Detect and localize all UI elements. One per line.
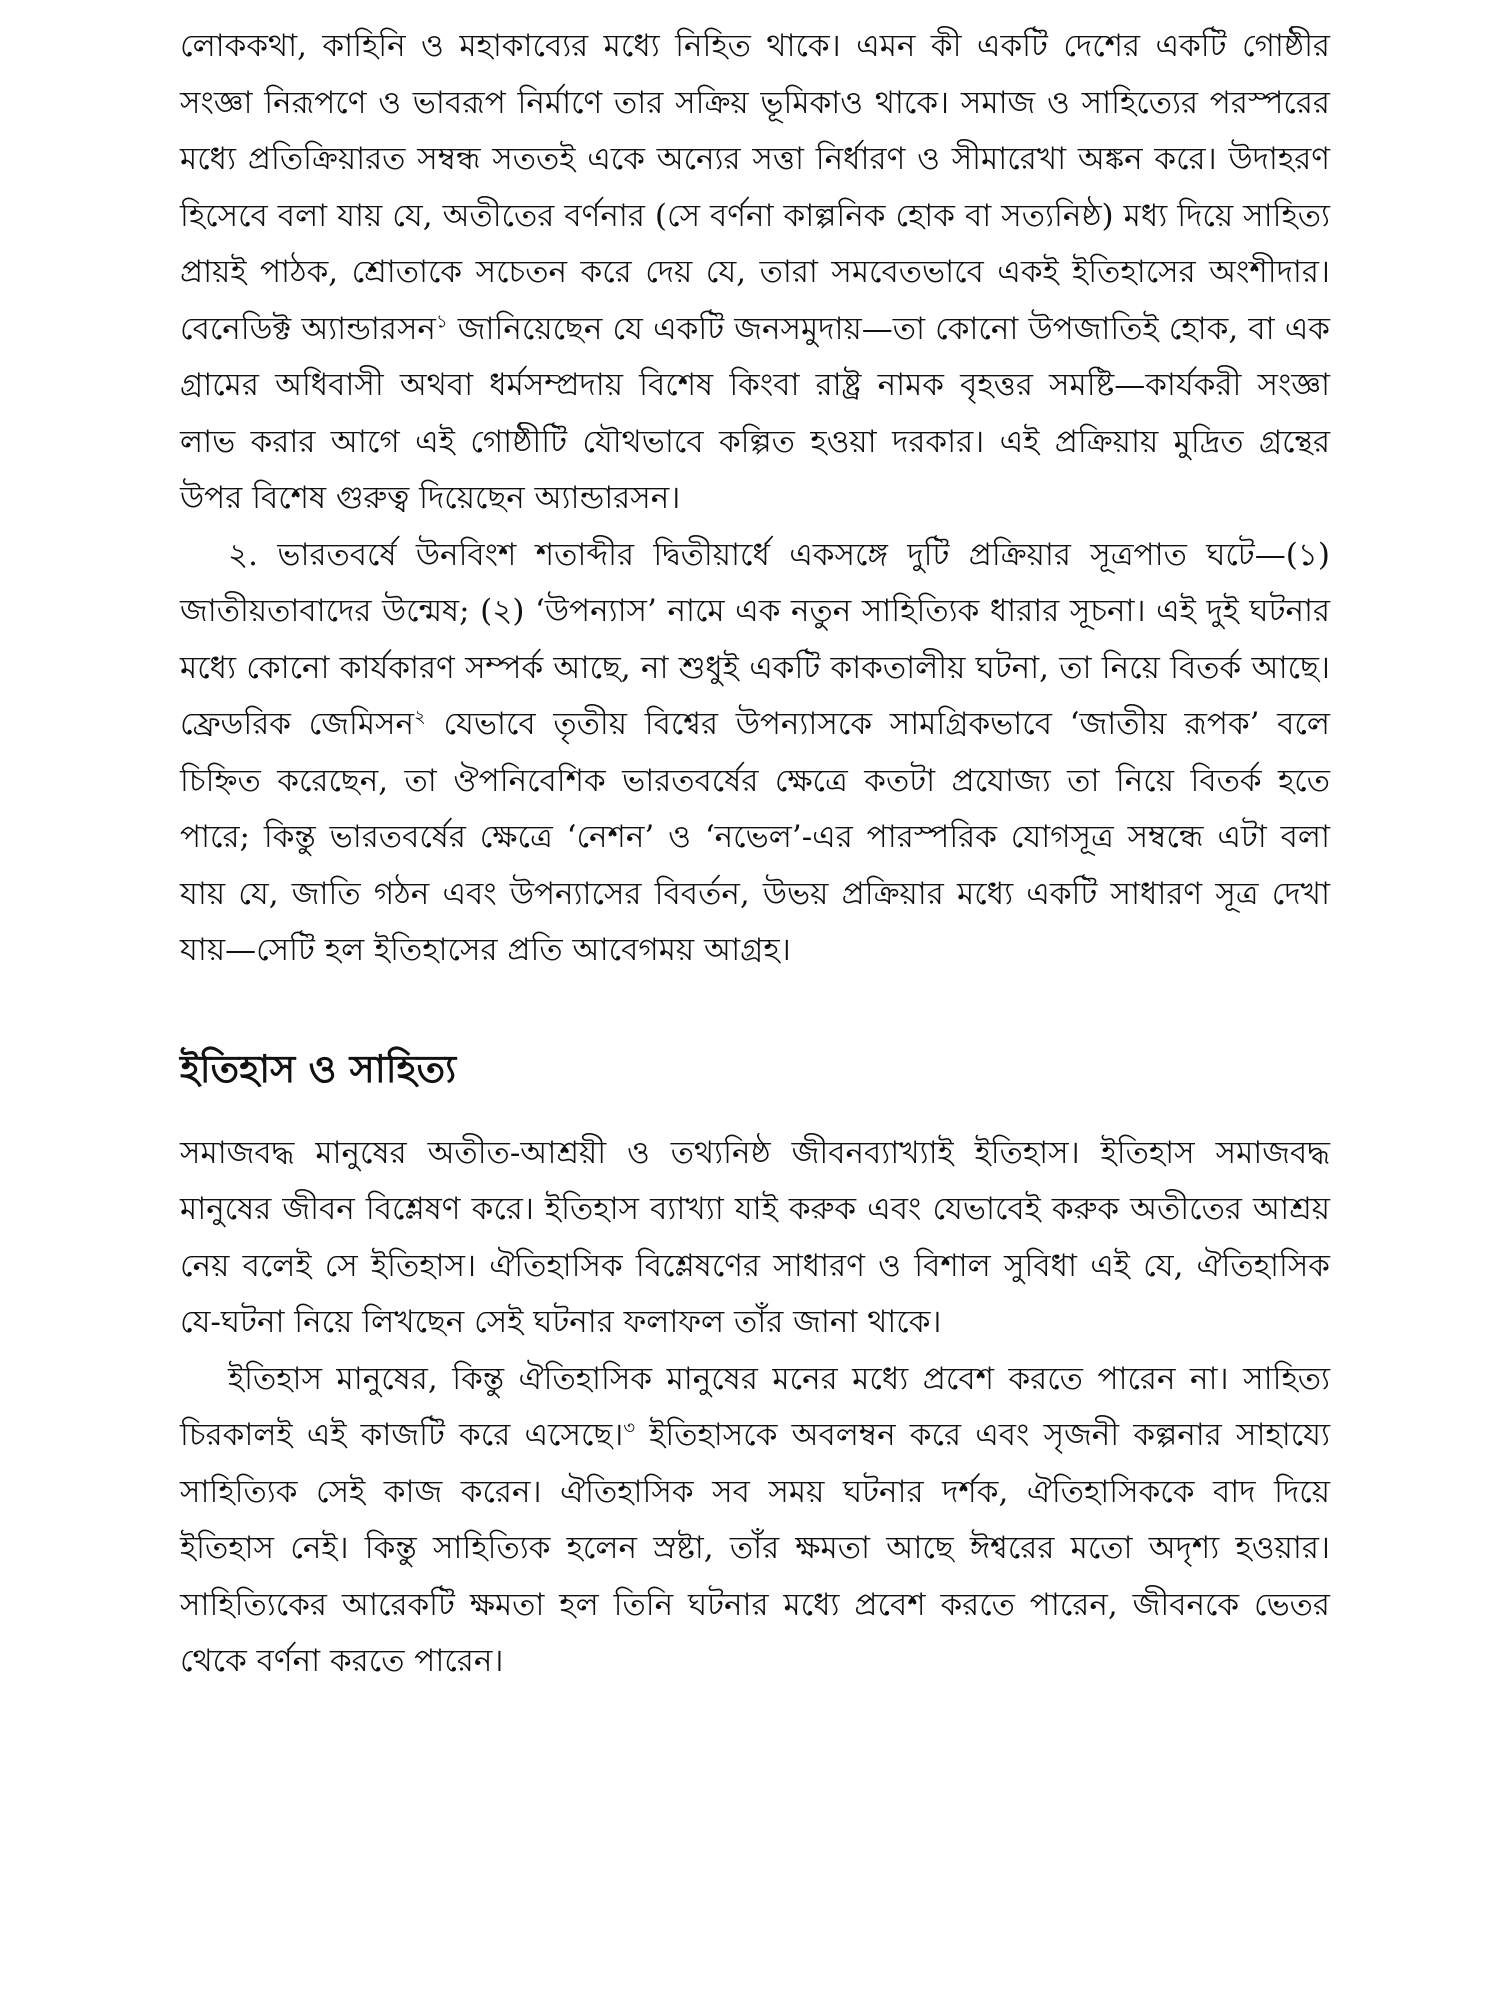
paragraph-text: লোককথা, কাহিনি ও মহাকাব্যের মধ্যে নিহিত থাকে। এমন কী একটি দেশের একটি গোষ্ঠীর সংজ্ঞা নিরূপণে ও ভাবরূপ নির্মাণে তার সক্রিয় ভূমিকাও থাকে। সমাজ ও সাহিত্যের পরস্পরের মধ্যে প্রতিক্রিয়ারত সম্বন্ধ সততই একে অন্যের সত্তা নির্ধারণ ও সীমারেখা অঙ্কন করে। উদাহরণ হিসেবে বলা যায় যে, অতীতের বর্ণনার (সে বর্ণনা কাল্পনিক হোক বা সত্যনিষ্ঠ) মধ্য দিয়ে সাহিত্য প্রায়ই পাঠক, শ্রোতাকে সচেতন করে দেয় যে, তারা সমবেতভাবে একই ইতিহাসের অংশীদার। বেনেডিক্ট অ্যান্ডারসন: [180, 28, 1330, 347]
footnote-marker: ২: [414, 706, 426, 728]
paragraph-text: সমাজবদ্ধ মানুষের অতীত-আশ্রয়ী ও তথ্যনিষ্ঠ জীবনব্যাখ্যাই ইতিহাস। ইতিহাস সমাজবদ্ধ মানুষের জীবন বিশ্লেষণ করে। ইতিহাস ব্যাখ্যা যাই করুক এবং যেভাবেই করুক অতীতের আশ্রয় নেয় বলেই সে ইতিহাস। ঐতিহাসিক বিশ্লেষণের সাধারণ ও বিশাল সুবিধা এই যে, ঐতিহাসিক যে-ঘটনা নিয়ে লিখছেন সেই ঘটনার ফলাফল তাঁর জানা থাকে।: [180, 1134, 1330, 1340]
footnote-marker: ৩: [623, 1417, 636, 1439]
paragraph-text-continued: জানিয়েছেন যে একটি জনসমুদায়—তা কোনো উপজাতিই হোক, বা এক গ্রামের অধিবাসী অথবা ধর্মসম্প্রদায় বিশেষ কিংবা রাষ্ট্র নামক বৃহত্তর সমষ্টি—কার্যকরী সংজ্ঞা লাভ করার আগে এই গোষ্ঠীটি যৌথভাবে কল্পিত হওয়া দরকার। এই প্রক্রিয়ায় মুদ্রিত গ্রন্থের উপর বিশেষ গুরুত্ব দিয়েছেন অ্যান্ডারসন।: [180, 310, 1330, 516]
paragraph-society-literature: [180, 18, 1330, 527]
paragraph-text: ইতিহাস মানুষের, কিন্তু ঐতিহাসিক মানুষের মনের মধ্যে প্রবেশ করতে পারেন না। সাহিত্য চিরকালই এই কাজটি করে এসেছে।: [180, 1360, 1330, 1453]
paragraph-text: ২. ভারতবর্ষে উনবিংশ শতাব্দীর দ্বিতীয়ার্ধে একসঙ্গে দুটি প্রক্রিয়ার সূত্রপাত ঘটে—(১) জাতীয়তাবাদের উন্মেষ; (২) ‘উপন্যাস’ নামে এক নতুন সাহিত্যিক ধারার সূচনা। এই দুই ঘটনার মধ্যে কোনো কার্যকারণ সম্পর্ক আছে, না শুধুই একটি কাকতালীয় ঘটনা, তা নিয়ে বিতর্ক আছে। ফ্রেডরিক জেমিসন: [180, 536, 1330, 742]
paragraph-history-definition: [180, 1125, 1330, 1351]
paragraph-literature-creator: [180, 1351, 1330, 1690]
paragraph-nation-novel: [180, 527, 1330, 979]
paragraph-text-continued: যেভাবে তৃতীয় বিশ্বের উপন্যাসকে সামগ্রিকভাবে ‘জাতীয় রূপক’ বলে চিহ্নিত করেছেন, তা ঔপনিবেশিক ভারতবর্ষের ক্ষেত্রে কতটা প্রযোজ্য তা নিয়ে বিতর্ক হতে পারে; কিন্তু ভারতবর্ষের ক্ষেত্রে ‘নেশন’ ও ‘নভেল’-এর পারস্পরিক যোগসূত্র সম্বন্ধে এটা বলা যায় যে, জাতি গঠন এবং উপন্যাসের বিবর্তন, উভয় প্রক্রিয়ার মধ্যে একটি সাধারণ সূত্র দেখা যায়—সেটি হল ইতিহাসের প্রতি আবেগময় আগ্রহ।: [180, 706, 1330, 968]
footnote-marker: ১: [435, 311, 448, 333]
paragraph-text-continued: ইতিহাসকে অবলম্বন করে এবং সৃজনী কল্পনার সাহায্যে সাহিত্যিক সেই কাজ করেন। ঐতিহাসিক সব সময় ঘটনার দর্শক, ঐতিহাসিককে বাদ দিয়ে ইতিহাস নেই। কিন্তু সাহিত্যিক হলেন স্রষ্টা, তাঁর ক্ষমতা আছে ঈশ্বরের মতো অদৃশ্য হওয়ার। সাহিত্যিকের আরেকটি ক্ষমতা হল তিনি ঘটনার মধ্যে প্রবেশ করতে পারেন, জীবনকে ভেতর থেকে বর্ণনা করতে পারেন।: [180, 1417, 1331, 1679]
section-heading: ইতিহাস ও সাহিত্য: [180, 1045, 457, 1091]
document-page: [180, 18, 1330, 1690]
